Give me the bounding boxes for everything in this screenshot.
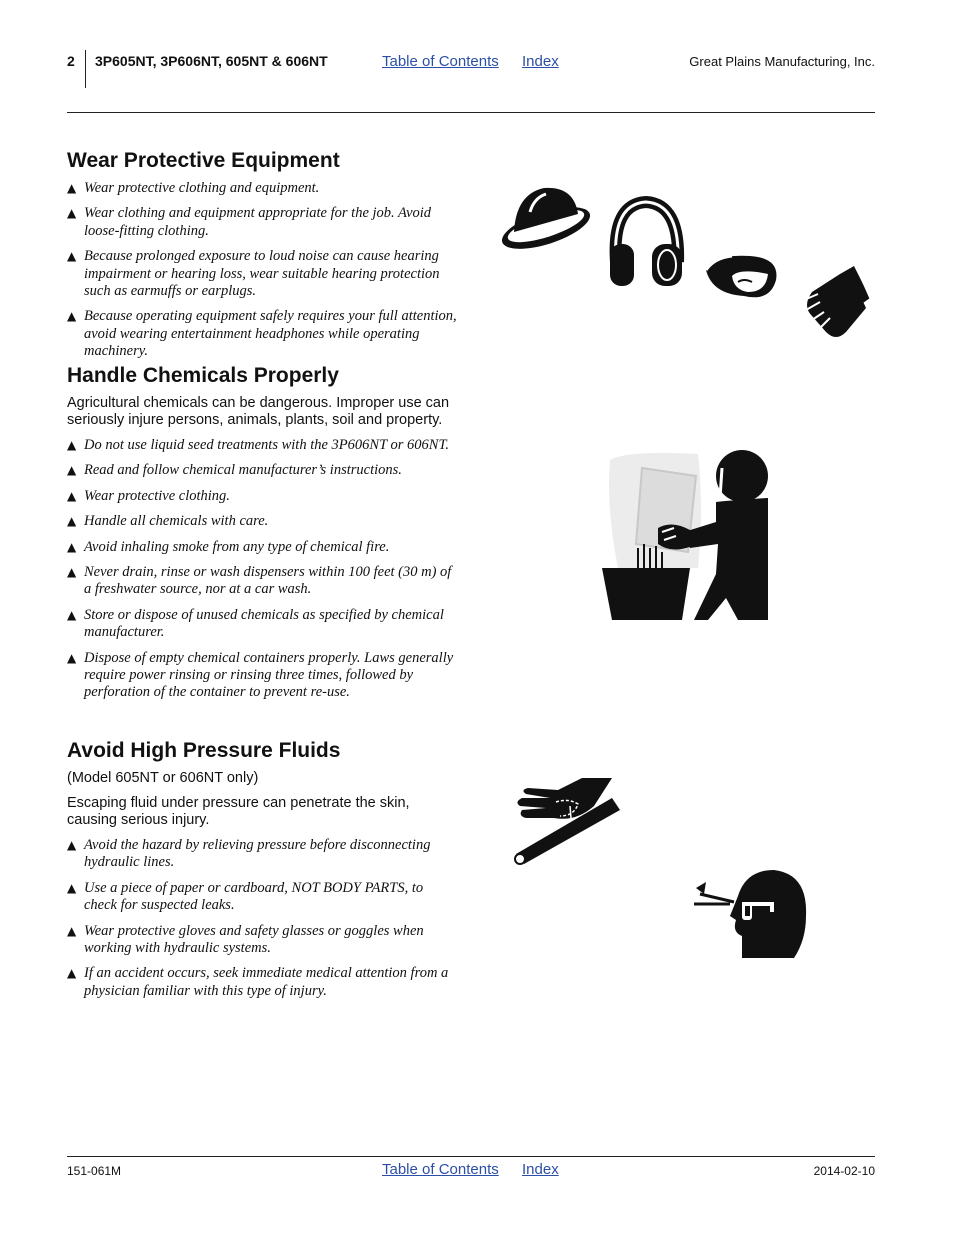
bullet-text: Wear protective clothing and equipment. [84, 180, 320, 196]
bullet-list [67, 837, 459, 1000]
warning-triangle-icon: ▲ [67, 923, 77, 938]
list-item [67, 513, 459, 530]
chemical-handling-illustration [598, 448, 773, 626]
bullet-text: Read and follow chemical manufacturer’s instructions. [84, 462, 402, 479]
head-with-glasses-icon [730, 870, 806, 958]
bullet-text: Avoid inhaling smoke from any type of chemical fire. [84, 538, 390, 555]
bullet-text: Handle all chemicals with care. [84, 513, 269, 530]
bullet-list [67, 180, 459, 361]
list-item [67, 205, 459, 240]
spray-arrow-icon [694, 882, 734, 904]
list-item [67, 923, 459, 958]
section-heading: Wear Protective Equipment [67, 149, 340, 172]
list-item [67, 488, 459, 505]
page-header [67, 50, 875, 90]
revision-date: 2014-02-10 [813, 1164, 875, 1178]
list-item [67, 880, 459, 915]
company-name: Great Plains Manufacturing, Inc. [689, 54, 875, 69]
section-intro: Agricultural chemicals can be dangerous. Improper use can seriously injure persons, animals, plants, soil and property. [67, 395, 450, 428]
bullet-text: Because prolonged exposure to loud noise can cause hearing impairment or hearing loss, wear suitable hearing protection such as earmuffs or earplugs. [84, 248, 440, 300]
hard-hat-icon [500, 188, 595, 258]
warning-triangle-icon: ▲ [67, 565, 77, 580]
header-toc-link[interactable]: Table of Contents [382, 53, 499, 70]
warning-triangle-icon: ▲ [67, 249, 77, 264]
section-intro: Escaping fluid under pressure can penetrate the skin, causing serious injury. [67, 795, 410, 828]
ppe-illustration [500, 182, 880, 352]
bullet-text: Avoid the hazard by relieving pressure before disconnecting hydraulic lines. [84, 837, 431, 871]
warning-triangle-icon: ▲ [67, 206, 77, 221]
list-item [67, 248, 459, 300]
list-item [67, 462, 459, 479]
page-number: 2 [67, 53, 75, 69]
list-item [67, 564, 459, 599]
bullet-text: Wear protective clothing. [84, 487, 230, 504]
goggles-icon [706, 256, 776, 298]
safety-glasses-illustration [690, 866, 810, 961]
list-item [67, 308, 459, 360]
warning-triangle-icon: ▲ [67, 966, 77, 981]
section-high-pressure-fluids [67, 738, 459, 1008]
footer-toc-link[interactable]: Table of Contents [382, 1161, 499, 1178]
model-note: (Model 605NT or 606NT only) [67, 770, 259, 786]
warning-triangle-icon: ▲ [67, 880, 77, 895]
warning-triangle-icon: ▲ [67, 488, 77, 503]
bullet-text: Wear clothing and equipment appropriate for the job. Avoid loose-fitting clothing. [84, 205, 432, 239]
section-handle-chemicals [67, 363, 459, 710]
warning-triangle-icon: ▲ [67, 438, 77, 452]
document-title: 3P605NT, 3P606NT, 605NT & 606NT [95, 53, 328, 69]
warning-triangle-icon: ▲ [67, 607, 77, 622]
list-item [67, 837, 459, 872]
list-item [67, 607, 459, 642]
bullet-text: Because operating equipment safely requires your full attention, avoid wearing entertainment headphones while operating machinery. [84, 308, 457, 360]
warning-triangle-icon: ▲ [67, 838, 77, 852]
glove-icon [804, 266, 872, 337]
warning-triangle-icon: ▲ [67, 514, 77, 529]
list-item [67, 650, 459, 702]
warning-triangle-icon: ▲ [67, 181, 77, 195]
bullet-text: Store or dispose of unused chemicals as specified by chemical manufacturer. [84, 606, 444, 641]
section-protective-equipment [67, 148, 459, 369]
bullet-text: Do not use liquid seed treatments with the 3P606NT or 606NT. [84, 437, 450, 453]
header-index-link[interactable]: Index [522, 53, 559, 70]
hydraulic-leak-hand-illustration [512, 776, 624, 866]
bullet-text: Dispose of empty chemical containers properly. Laws generally require power rinsing or rinsing three times, followed by perforation of the container to prevent re-use. [84, 649, 454, 701]
list-item [67, 539, 459, 556]
warning-triangle-icon: ▲ [67, 309, 77, 324]
bullet-text: Use a piece of paper or cardboard, NOT BODY PARTS, to check for suspected leaks. [84, 879, 424, 914]
list-item [67, 180, 459, 197]
footer-rule [67, 1156, 875, 1157]
header-rule [67, 112, 875, 113]
earmuffs-icon [610, 202, 682, 286]
warning-triangle-icon: ▲ [67, 463, 77, 478]
document-number: 151-061M [67, 1164, 122, 1178]
bullet-text: If an accident occurs, seek immediate medical attention from a physician familiar with this type of injury. [84, 965, 449, 999]
list-item [67, 437, 459, 454]
list-item [67, 965, 459, 1000]
bullet-text: Wear protective gloves and safety glasses or goggles when working with hydraulic systems. [84, 922, 424, 957]
warning-triangle-icon: ▲ [67, 539, 77, 554]
bullet-list [67, 437, 459, 702]
bullet-text: Never drain, rinse or wash dispensers within 100 feet (30 m) of a freshwater source, nor at a car wash. [84, 564, 452, 598]
section-heading: Handle Chemicals Properly [67, 364, 339, 387]
section-heading: Avoid High Pressure Fluids [67, 739, 341, 762]
footer-index-link[interactable]: Index [522, 1161, 559, 1178]
header-divider [85, 50, 86, 88]
warning-triangle-icon: ▲ [67, 650, 77, 665]
